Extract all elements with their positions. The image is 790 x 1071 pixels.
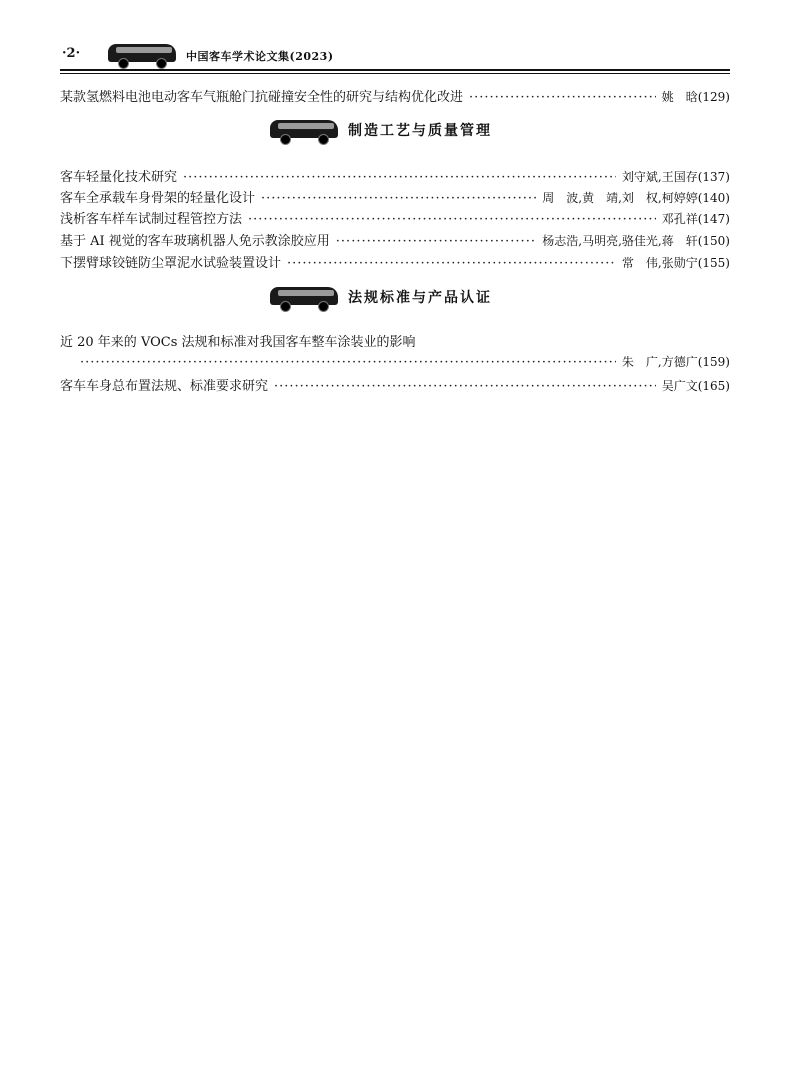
entry-title: 近 20 年来的 VOCs 法规和标准对我国客车整车涂装业的影响 [60,335,416,350]
entry-page: (129) [697,90,730,104]
toc-entry[interactable] [60,208,730,228]
page-number: ·2· [62,46,81,61]
entry-title: 客车全承载车身骨架的轻量化设计 [60,191,256,206]
entry-page: (147) [697,212,730,226]
section-title: 法规标准与产品认证 [348,290,492,306]
section-heading [270,117,492,143]
header-rule [60,69,730,71]
entry-page: (150) [697,234,730,248]
leader-dots [80,355,616,370]
leader-dots [287,256,616,271]
entry-title: 下摆臂球铰链防尘罩泥水试验装置设计 [60,256,282,271]
entry-title: 浅析客车样车试制过程管控方法 [60,212,243,227]
entry-author: 朱 广,方德广 [621,355,698,369]
entry-author: 姚 晗 [661,90,698,104]
toc-entry[interactable] [60,252,730,272]
entry-author: 邓孔祥 [661,212,698,226]
entry-title: 客车轻量化技术研究 [60,170,178,185]
section-heading [270,284,492,310]
toc-entry[interactable] [60,86,730,106]
leader-dots [274,379,656,394]
entry-title: 客车车身总布置法规、标准要求研究 [60,379,269,394]
bus-icon [270,118,340,142]
entry-title: 某款氢燃料电池电动客车气瓶舱门抗碰撞安全性的研究与结构优化改进 [60,90,464,105]
toc-entry-title-line[interactable] [60,331,730,351]
section-title: 制造工艺与质量管理 [348,123,492,139]
toc-entry-continuation[interactable] [80,353,730,373]
entry-page: (155) [697,256,730,270]
toc-entry[interactable] [60,375,730,395]
leader-dots [248,212,656,227]
entry-author: 杨志浩,马明亮,骆佳光,蒋 轩 [542,234,698,248]
entry-page: (140) [697,191,730,205]
entry-author: 刘守斌,王国存 [621,170,698,184]
entry-author: 常 伟,张勋宁 [621,256,698,270]
bus-icon [270,285,340,309]
running-header [60,40,730,72]
toc-entry[interactable] [60,187,730,207]
entry-page: (159) [697,355,730,369]
toc-entry[interactable] [60,166,730,186]
entry-title: 基于 AI 视觉的客车玻璃机器人免示教涂胶应用 [60,234,330,249]
leader-dots [183,170,616,185]
header-rule-thin [60,73,730,74]
bus-logo-icon [108,42,178,66]
entry-author: 周 波,黄 靖,刘 权,柯婷婷 [542,191,698,205]
entry-page: (137) [697,170,730,184]
leader-dots [261,191,536,206]
toc-entry[interactable] [60,230,730,250]
journal-title: 中国客车学术论文集(2023) [186,50,334,63]
entry-page: (165) [697,379,730,393]
entry-author: 吴广文 [661,379,698,393]
leader-dots [336,234,536,249]
leader-dots [469,90,656,105]
